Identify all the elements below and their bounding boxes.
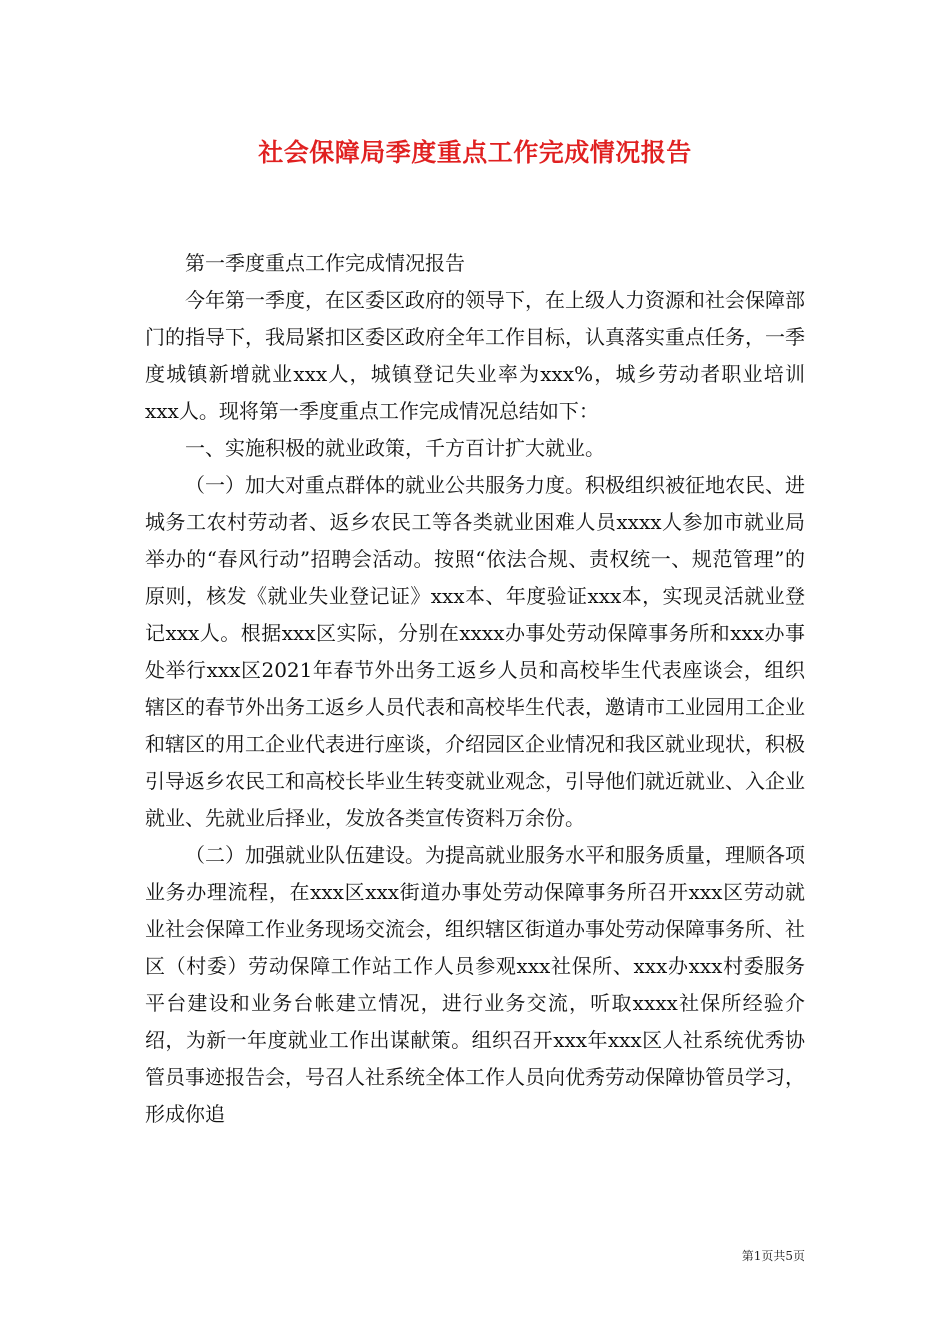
page-number-footer: 第1页共5页: [741, 1249, 805, 1263]
document-title: 社会保障局季度重点工作完成情况报告: [258, 138, 692, 167]
document-body: [145, 245, 805, 1133]
paragraph-section-1-2: （二）加强就业队伍建设。为提高就业服务水平和服务质量，理顺各项业务办理流程，在xxx区xxx街道办事处劳动保障事务所召开xxx区劳动就业社会保障工作业务现场交流会，组织辖区街道办事处劳动保障事务所、社区（村委）劳动保障工作站工作人员参观xxx社保所、xxx办xxx村委服务平台建设和业务台帐建立情况，进行业务交流，听取xxxx社保所经验介绍，为新一年度就业工作出谋献策。组织召开xxx年xxx区人社系统优秀协管员事迹报告会，号召人社系统全体工作人员向优秀劳动保障协管员学习，形成你追: [145, 843, 805, 1126]
paragraph-subtitle: 第一季度重点工作完成情况报告: [185, 251, 465, 275]
paragraph-section-1-1: （一）加大对重点群体的就业公共服务力度。积极组织被征地农民、进城务工农村劳动者、返乡农民工等各类就业困难人员xxxx人参加市就业局举办的“春风行动”招聘会活动。按照“依法合规、责权统一、规范管理”的原则，核发《就业失业登记证》xxx本、年度验证xxx本，实现灵活就业登记xxx人。根据xxx区实际，分别在xxxx办事处劳动保障事务所和xxx办事处举行xxx区2021年春节外出务工返乡人员和高校毕生代表座谈会，组织辖区的春节外出务工返乡人员代表和高校毕生代表，邀请市工业园用工企业和辖区的用工企业代表进行座谈，介绍园区企业情况和我区就业现状，积极引导返乡农民工和高校长毕业生转变就业观念，引导他们就近就业、入企业就业、先就业后择业，发放各类宣传资料万余份。: [145, 473, 805, 830]
paragraph-section-1-heading: 一、实施积极的就业政策，千方百计扩大就业。: [185, 436, 605, 460]
paragraph-intro: 今年第一季度，在区委区政府的领导下，在上级人力资源和社会保障部门的指导下，我局紧扣区委区政府全年工作目标，认真落实重点任务，一季度城镇新增就业xxx人，城镇登记失业率为xxx%，城乡劳动者职业培训xxx人。现将第一季度重点工作完成情况总结如下：: [145, 288, 805, 423]
